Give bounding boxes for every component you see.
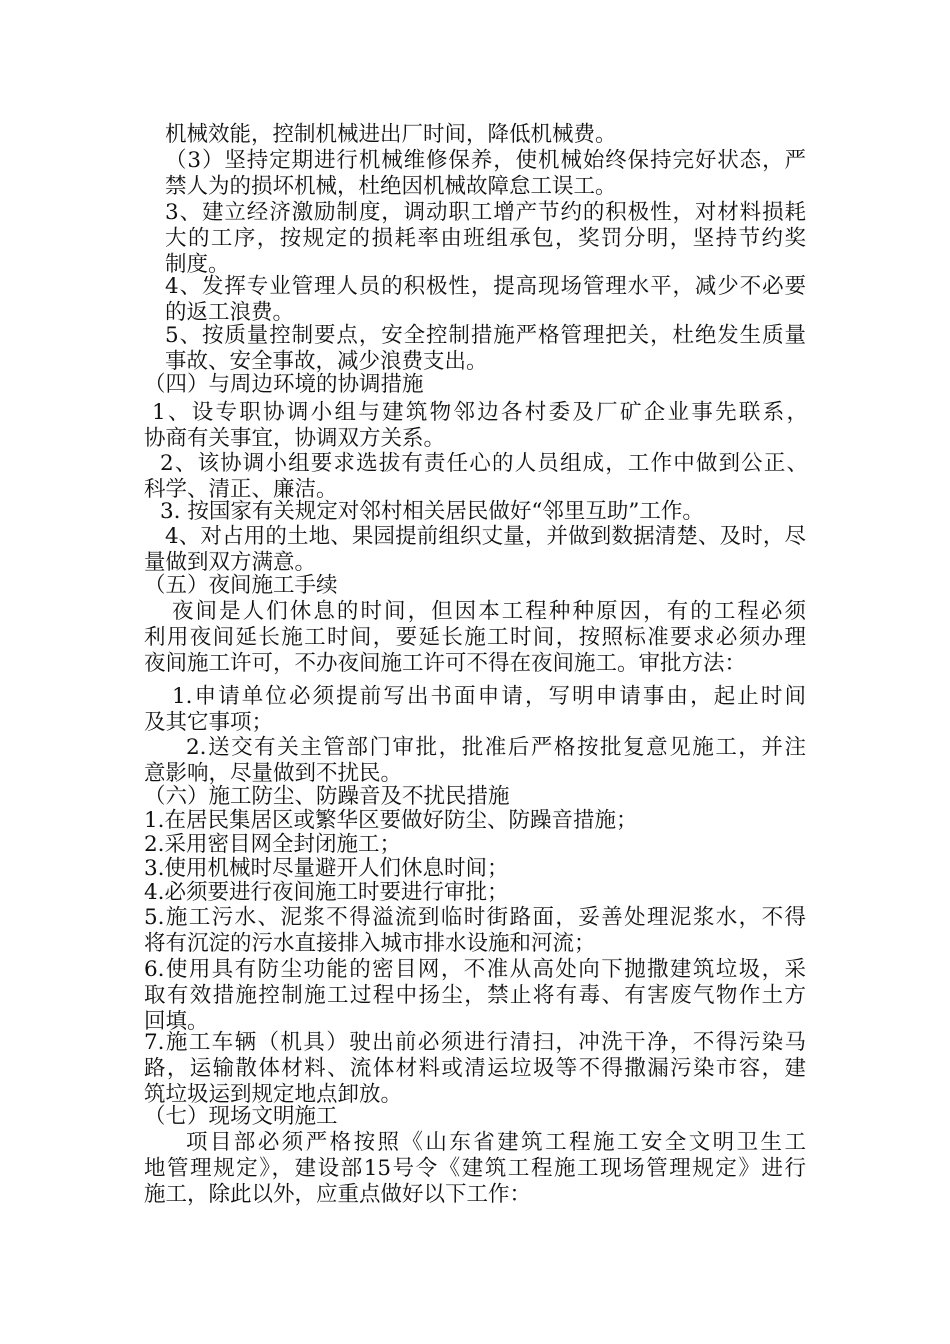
paragraph-line: （3）坚持定期进行机械维修保养，使机械始终保持完好状态，严 (165, 148, 806, 173)
list-item: 回填。 (144, 1009, 209, 1034)
paragraph-line: 4、对占用的土地、果园提前组织丈量，并做到数据清楚、及时，尽 (165, 524, 806, 549)
paragraph-line: 事故、安全事故，减少浪费支出。 (165, 349, 488, 374)
section-heading: （五）夜间施工手续 (144, 573, 338, 598)
paragraph-line: 利用夜间延长施工时间，要延长施工时间，按照标准要求必须办理 (144, 625, 806, 650)
section-heading: （七）现场文明施工 (144, 1104, 338, 1129)
list-item: 取有效措施控制施工过程中扬尘，禁止将有毒、有害废气物作土方 (144, 983, 806, 1008)
paragraph-line: 的返工浪费。 (165, 300, 295, 325)
paragraph-line: 4、发挥专业管理人员的积极性，提高现场管理水平，减少不必要 (165, 274, 806, 299)
paragraph-line: 及其它事项； (144, 710, 274, 735)
paragraph-line: 1、设专职协调小组与建筑物邻边各村委及厂矿企业事先联系， (152, 400, 808, 425)
list-item: 6.使用具有防尘功能的密目网，不准从高处向下抛撒建筑垃圾，采 (144, 957, 806, 982)
paragraph-line: 禁人为的损坏机械，杜绝因机械故障怠工误工。 (165, 174, 617, 199)
list-item: 5.施工污水、泥浆不得溢流到临时街路面，妥善处理泥浆水，不得 (144, 905, 806, 930)
paragraph-line: 夜间施工许可，不办夜间施工许可不得在夜间施工。审批方法： (144, 651, 747, 676)
paragraph-line: 制度。 (165, 252, 230, 277)
list-item: 筑垃圾运到规定地点卸放。 (144, 1082, 403, 1107)
paragraph-line: 意影响，尽量做到不扰民。 (144, 761, 403, 786)
paragraph-line: 2.送交有关主管部门审批，批准后严格按批复意见施工，并注 (186, 735, 806, 760)
paragraph-line: 3. 按国家有关规定对邻村相关居民做好“邻里互助”工作。 (160, 499, 704, 524)
section-heading: （六）施工防尘、防躁音及不扰民措施 (144, 784, 510, 809)
paragraph-line: 科学、清正、廉洁。 (144, 477, 338, 502)
section-heading: （四）与周边环境的协调措施 (144, 372, 424, 397)
paragraph-line: 项目部必须严格按照《山东省建筑工程施工安全文明卫生工 (186, 1130, 806, 1155)
paragraph-line: 协商有关事宜，协调双方关系。 (144, 426, 446, 451)
paragraph-line: 大的工序，按规定的损耗率由班组承包，奖罚分明，坚持节约奖 (165, 226, 806, 251)
paragraph-line: 机械效能，控制机械进出厂时间，降低机械费。 (165, 122, 617, 147)
list-item: 4.必须要进行夜间施工时要进行审批； (144, 880, 509, 905)
paragraph-line: 地管理规定》，建设部15号令《建筑工程施工现场管理规定》进行 (144, 1156, 806, 1181)
paragraph-line: 施工，除此以外，应重点做好以下工作： (144, 1182, 532, 1207)
paragraph-line: 3、建立经济激励制度，调动职工增产节约的积极性，对材料损耗 (165, 200, 806, 225)
list-item: 1.在居民集居区或繁华区要做好防尘、防躁音措施； (144, 808, 638, 833)
list-item: 7.施工车辆（机具）驶出前必须进行清扫，冲洗干净，不得污染马 (144, 1030, 806, 1055)
paragraph-line: 5、按质量控制要点，安全控制措施严格管理把关，杜绝发生质量 (165, 323, 806, 348)
paragraph-line: 1.申请单位必须提前写出书面申请，写明申请事由，起止时间 (172, 684, 806, 709)
list-item: 路，运输散体材料、流体材料或清运垃圾等不得撒漏污染市容，建 (144, 1056, 806, 1081)
paragraph-line: 量做到双方满意。 (144, 550, 317, 575)
list-item: 2.采用密目网全封闭施工； (144, 832, 402, 857)
paragraph-line: 夜间是人们休息的时间，但因本工程种种原因，有的工程必须 (172, 599, 806, 624)
list-item: 3.使用机械时尽量避开人们休息时间； (144, 856, 509, 881)
paragraph-line: 2、该协调小组要求选拔有责任心的人员组成，工作中做到公正、 (160, 451, 808, 476)
list-item: 将有沉淀的污水直接排入城市排水设施和河流； (144, 931, 596, 956)
